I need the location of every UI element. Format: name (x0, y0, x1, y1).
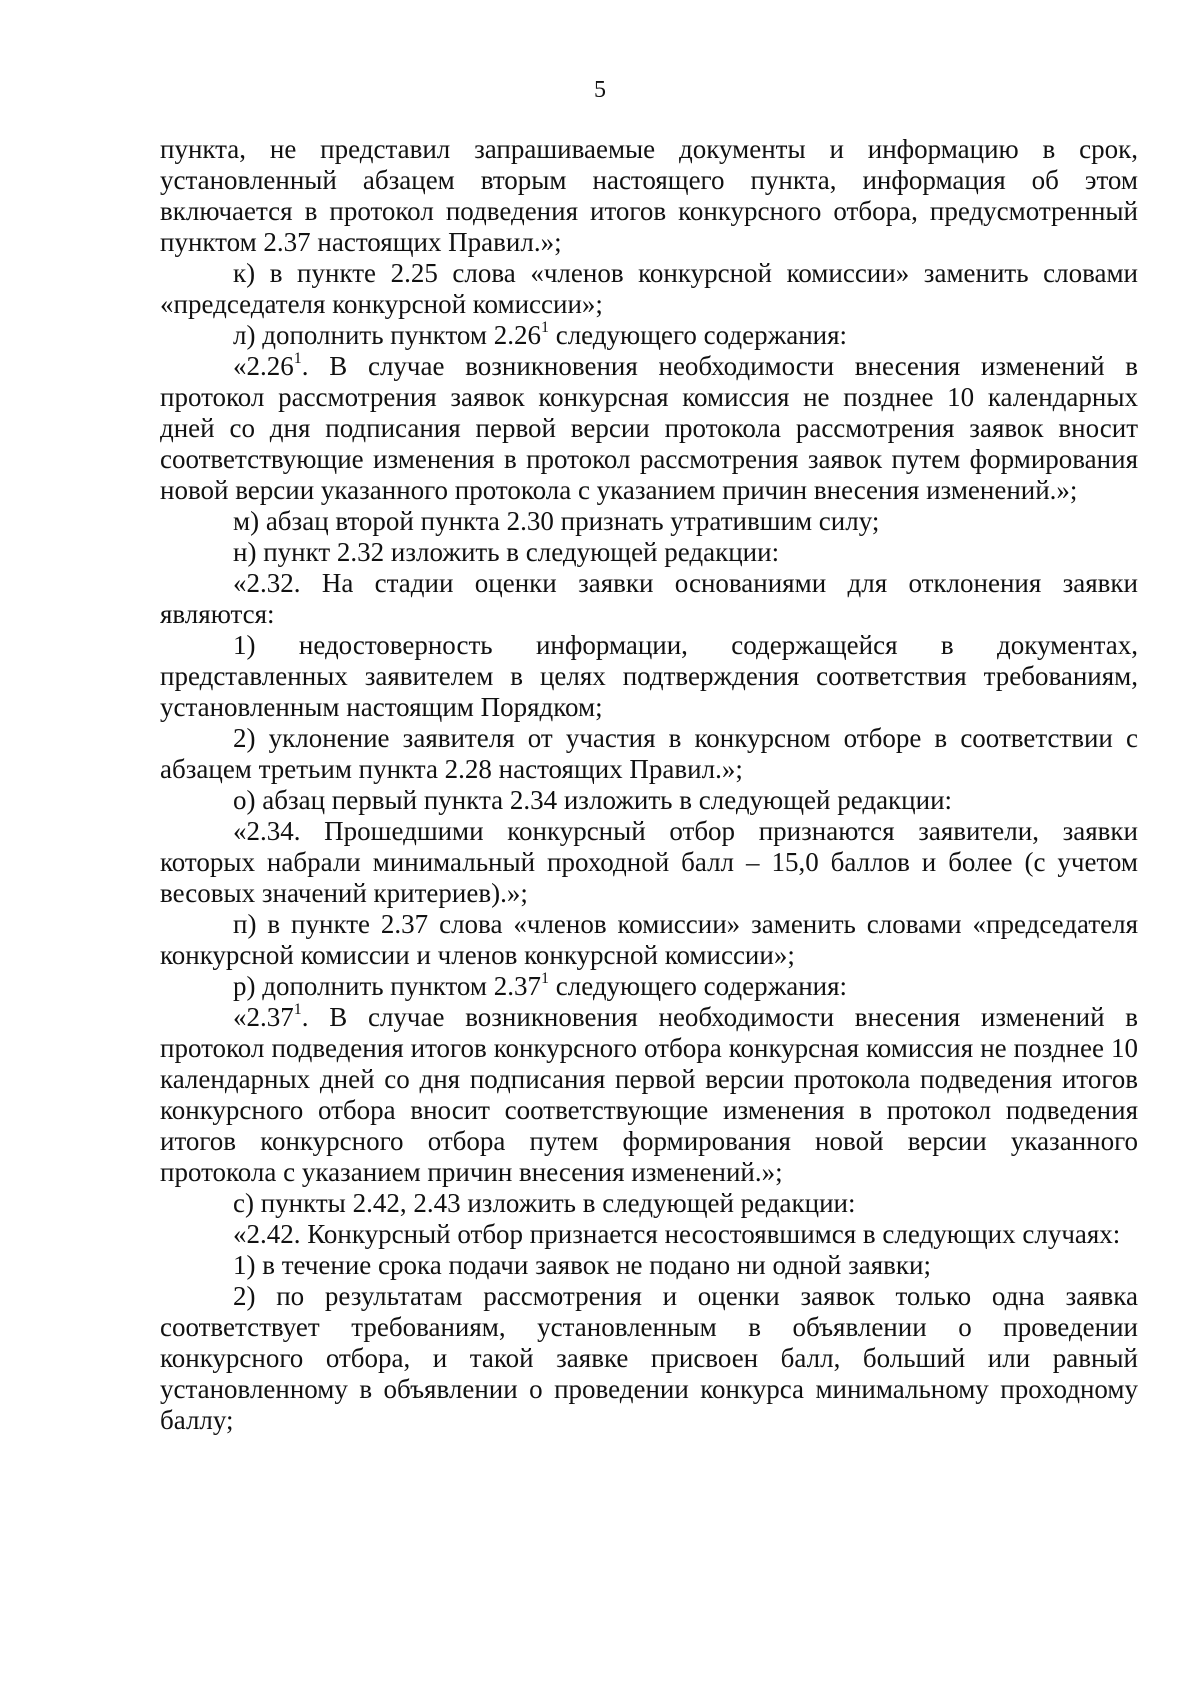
paragraph-2-42: «2.42. Конкурсный отбор признается несостоявшимся в следующих случаях: (233, 1219, 1121, 1249)
superscript-index: 1 (540, 319, 549, 336)
paragraph-item-p: п) в пункте 2.37 слова «членов комиссии» заменить словами «председателя конкурсной комиссии и членов конкурсной комиссии»; (160, 909, 1138, 970)
paragraph-2-42-sub-1: 1) в течение срока подачи заявок не подано ни одной заявки; (233, 1250, 931, 1280)
paragraph-item-n: н) пункт 2.32 изложить в следующей редакции: (233, 537, 780, 567)
paragraph-2-34: «2.34. Прошедшими конкурсный отбор признаются заявители, заявки которых набрали минимальный проходной балл – 15,0 баллов и более (с учетом весовых значений критериев).»; (160, 816, 1138, 908)
superscript-index: 1 (540, 970, 549, 987)
paragraph-2-37-1-text: . В случае возникновения необходимости внесения изменений в протокол подведения итогов конкурсного отбора конкурсная комиссия не позднее 10 календарных дней со дня подписания первой версии протокола подведения итогов конкурсного отбора вносит соответствующие изменения в протокол подведения итогов конкурсного отбора путем формирования новой версии указанного протокола с указанием причин внесения изменений.»; (160, 1002, 1138, 1187)
paragraph-2-37-1 (160, 1002, 1138, 1188)
paragraph-item-r-tail: следующего содержания: (548, 971, 848, 1001)
paragraph-2-37-1-lead: «2.37 (233, 1002, 294, 1032)
paragraph-2-42-sub-2: 2) по результатам рассмотрения и оценки заявок только одна заявка соответствует требованиям, установленным в объявлении о проведении конкурсного отбора, и такой заявке присвоен балл, больший или равный установленному в объявлении о проведении конкурса минимальному проходному баллу; (160, 1281, 1138, 1435)
paragraph-item-l-text: л) дополнить пунктом 2.26 (233, 320, 541, 350)
document-body (160, 134, 1138, 1436)
paragraph-item-r (160, 971, 1138, 1002)
paragraph-item-l (160, 320, 1138, 351)
paragraph-item-l-tail: следующего содержания: (548, 320, 848, 350)
paragraph-item-s: с) пункты 2.42, 2.43 изложить в следующей редакции: (233, 1188, 856, 1218)
paragraph-2-26-1-lead: «2.26 (233, 351, 294, 381)
paragraph-2-32-sub-1: 1) недостоверность информации, содержащейся в документах, представленных заявителем в целях подтверждения соответствия требованиям, установленным настоящим Порядком; (160, 630, 1138, 722)
paragraph-item-r-text: р) дополнить пунктом 2.37 (233, 971, 541, 1001)
paragraph-2-26-1-text: . В случае возникновения необходимости внесения изменений в протокол рассмотрения заявок конкурсная комиссия не позднее 10 календарных дней со дня подписания первой версии протокола рассмотрения заявок вносит соответствующие изменения в протокол рассмотрения заявок путем формирования новой версии указанного протокола с указанием причин внесения изменений.»; (160, 351, 1138, 505)
superscript-index: 1 (293, 1001, 302, 1018)
paragraph-2-26-1 (160, 351, 1138, 506)
paragraph-item-k: к) в пункте 2.25 слова «членов конкурсной комиссии» заменить словами «председателя конкурсной комиссии»; (160, 258, 1138, 319)
paragraph-2-32: «2.32. На стадии оценки заявки основаниями для отклонения заявки являются: (160, 568, 1138, 629)
paragraph-continuation: пункта, не представил запрашиваемые документы и информацию в срок, установленный абзацем вторым настоящего пункта, информация об этом включается в протокол подведения итогов конкурсного отбора, предусмотренный пунктом 2.37 настоящих Правил.»; (160, 134, 1138, 257)
page-number: 5 (594, 77, 606, 103)
paragraph-item-m: м) абзац второй пункта 2.30 признать утратившим силу; (233, 506, 880, 536)
paragraph-2-32-sub-2: 2) уклонение заявителя от участия в конкурсном отборе в соответствии с абзацем третьим пункта 2.28 настоящих Правил.»; (160, 723, 1138, 784)
paragraph-item-o: о) абзац первый пункта 2.34 изложить в следующей редакции: (233, 785, 953, 815)
superscript-index: 1 (293, 350, 302, 367)
